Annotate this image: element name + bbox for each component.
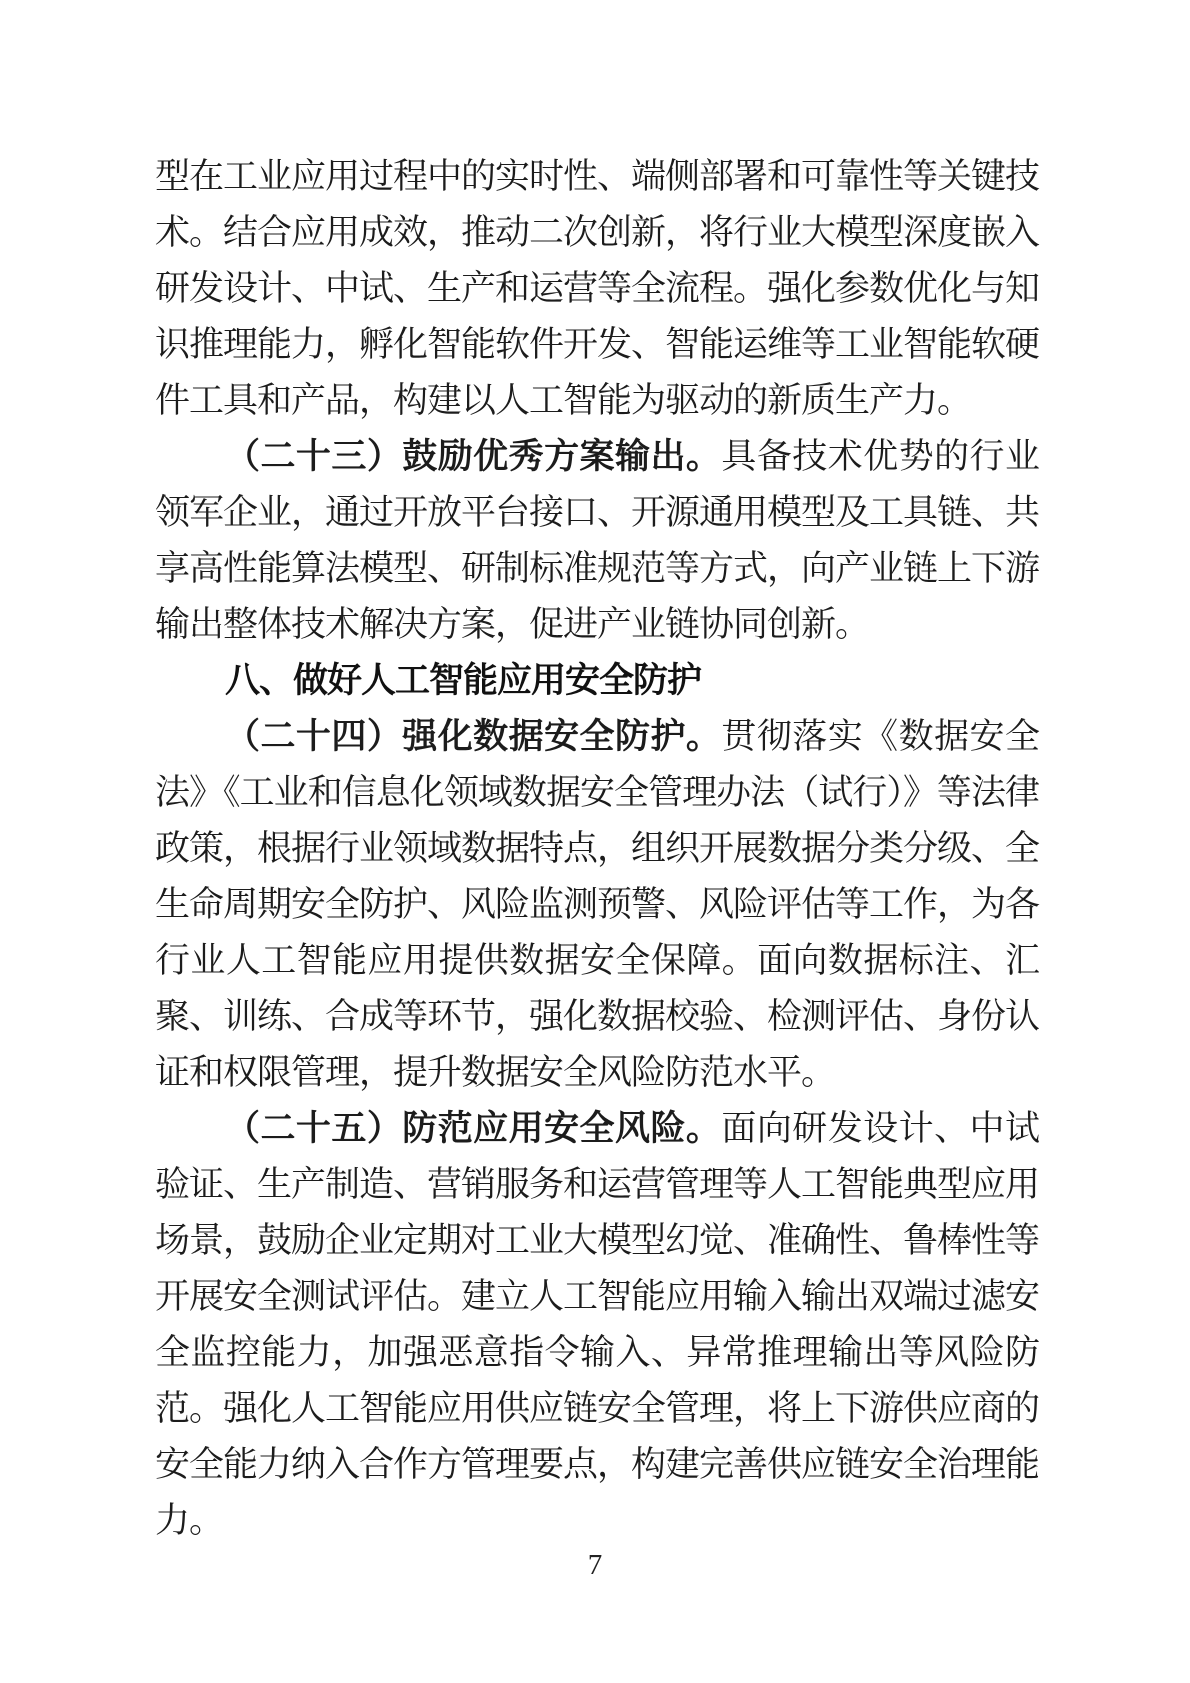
paragraph-item-25-lead: （二十五）防范应用安全风险。 bbox=[225, 1109, 722, 1148]
section-heading: 八、做好人工智能应用安全防护 bbox=[225, 661, 702, 700]
paragraph-item-23-text: 具备技术优势的行业领军企业，通过开放平台接口、开源通用模型及工具链、共享高性能算法模型、研制标准规范等方式，向产业链上下游输出整体技术解决方案，促进产业链协同创新。 bbox=[155, 437, 1040, 644]
paragraph-continuation bbox=[155, 149, 1039, 429]
paragraph-item-25 bbox=[155, 1101, 1039, 1549]
paragraph-item-25-text: 面向研发设计、中试验证、生产制造、营销服务和运营管理等人工智能典型应用场景，鼓励企业定期对工业大模型幻觉、准确性、鲁棒性等开展安全测试评估。建立人工智能应用输入输出双端过滤安全监控能力，加强恶意指令输入、异常推理输出等风险防范。强化人工智能应用供应链安全管理，将上下游供应商的安全能力纳入合作方管理要点，构建完善供应链安全治理能力。 bbox=[155, 1109, 1040, 1540]
paragraph-item-23 bbox=[155, 429, 1039, 653]
paragraph-item-24 bbox=[155, 709, 1039, 1101]
paragraph-continuation-text: 型在工业应用过程中的实时性、端侧部署和可靠性等关键技术。结合应用成效，推动二次创新，将行业大模型深度嵌入研发设计、中试、生产和运营等全流程。强化参数优化与知识推理能力，孵化智能软件开发、智能运维等工业智能软硬件工具和产品，构建以人工智能为驱动的新质生产力。 bbox=[155, 157, 1040, 420]
page-number: 7 bbox=[587, 1549, 603, 1581]
paragraph-item-24-text: 贯彻落实《数据安全法》《工业和信息化领域数据安全管理办法（试行）》等法律政策，根据行业领域数据特点，组织开展数据分类分级、全生命周期安全防护、风险监测预警、风险评估等工作，为各行业人工智能应用提供数据安全保障。面向数据标注、汇聚、训练、合成等环节，强化数据校验、检测评估、身份认证和权限管理，提升数据安全风险防范水平。 bbox=[155, 717, 1040, 1092]
paragraph-item-24-lead: （二十四）强化数据安全防护。 bbox=[225, 717, 722, 756]
paragraph-item-23-lead: （二十三）鼓励优秀方案输出。 bbox=[225, 437, 722, 476]
document-body bbox=[155, 149, 1039, 1549]
